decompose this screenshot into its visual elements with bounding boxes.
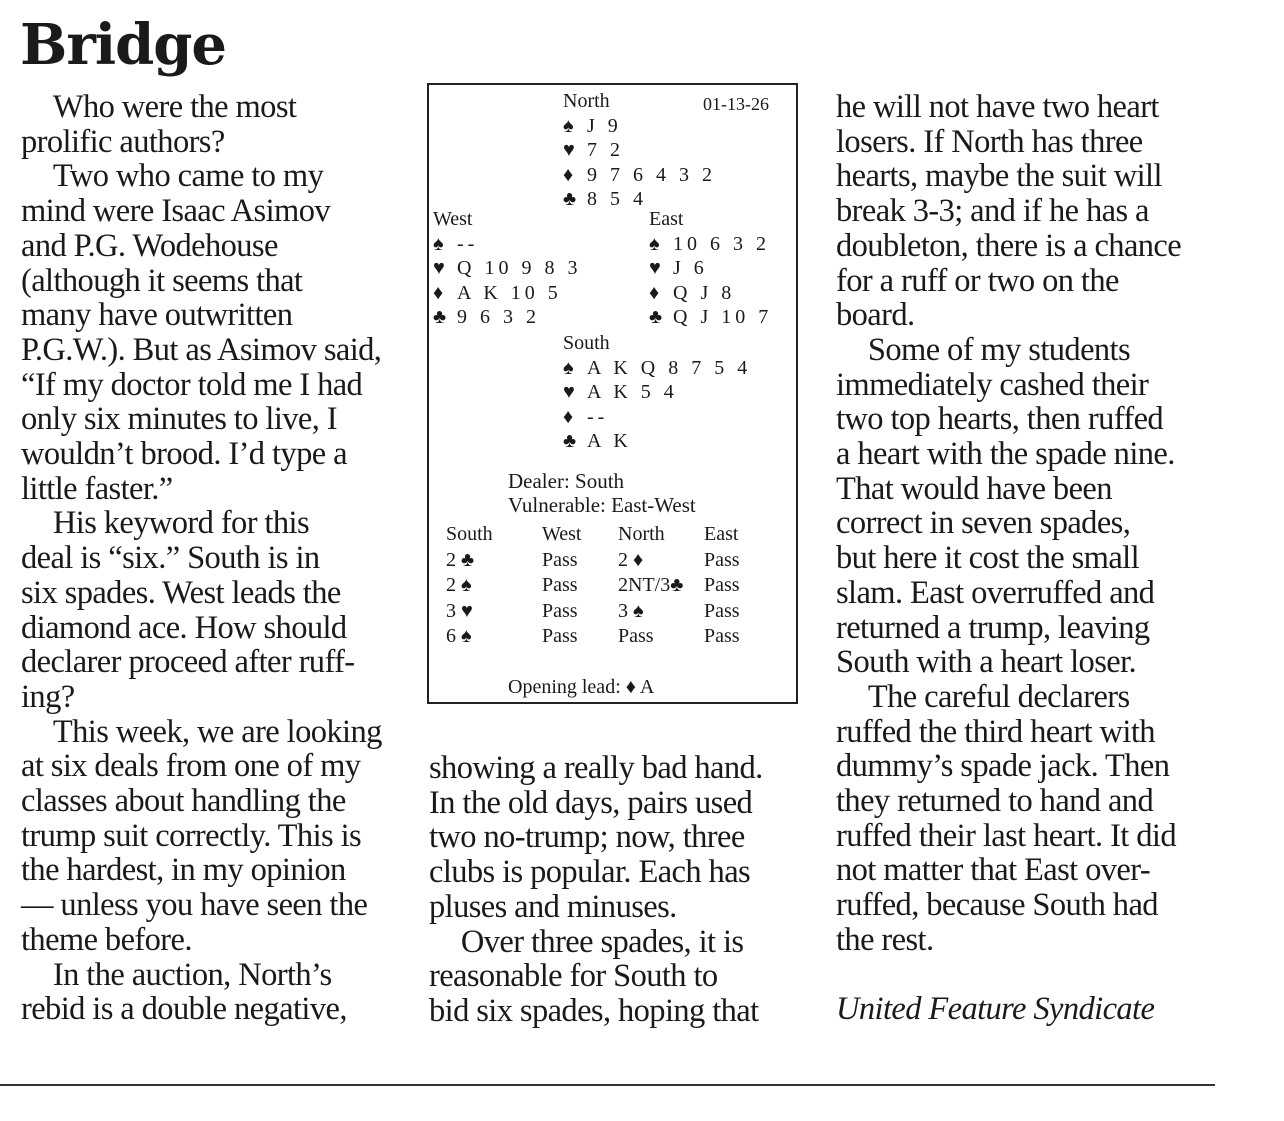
auction-header: West xyxy=(542,523,582,545)
card-list: Q J 10 7 xyxy=(673,306,773,328)
diamond-suit-icon: ♦ xyxy=(433,281,444,304)
south-diamonds-holding xyxy=(563,405,751,430)
article-line: declarer proceed after ruff- xyxy=(21,644,355,681)
south-label: South xyxy=(563,332,610,354)
east-hearts-holding xyxy=(649,256,772,281)
north-label: North xyxy=(563,90,610,112)
article-line: ruffed their last heart. It did xyxy=(836,817,1176,854)
article-line: board. xyxy=(836,297,915,334)
article-line: prolific authors? xyxy=(21,123,225,160)
west-label: West xyxy=(433,208,473,230)
vulnerable-text: Vulnerable: East-West xyxy=(508,493,696,517)
north-diamonds-holding xyxy=(563,163,716,188)
auction-row xyxy=(446,624,764,650)
article-line: dummy’s spade jack. Then xyxy=(836,748,1170,785)
article-line: showing a really bad hand. xyxy=(429,750,763,786)
bottom-divider xyxy=(0,1084,1215,1086)
syndicate-credit: United Feature Syndicate xyxy=(836,991,1155,1028)
article-line: he will not have two heart xyxy=(836,89,1159,125)
article-line: ing? xyxy=(21,678,75,715)
north-hearts-holding xyxy=(563,138,716,163)
heart-suit-icon: ♥ xyxy=(649,257,661,279)
article-line: Two who came to my xyxy=(21,158,324,195)
south-hearts-holding xyxy=(563,380,751,405)
club-suit-icon: ♣ xyxy=(563,188,577,210)
card-list: A K Q 8 7 5 4 xyxy=(587,356,752,379)
west-clubs-holding xyxy=(433,305,581,330)
heart-suit-icon: ♥ xyxy=(433,257,445,279)
north-hand xyxy=(563,89,716,212)
card-list: -- xyxy=(457,232,479,255)
card-list: 10 6 3 2 xyxy=(673,232,770,255)
article-line: the rest. xyxy=(836,921,934,958)
article-line: Who were the most xyxy=(21,89,297,125)
north-spades-holding xyxy=(563,114,716,139)
article-line: six spades. West leads the xyxy=(21,574,341,611)
article-line: slam. East overruffed and xyxy=(836,574,1155,611)
article-line: hearts, maybe the suit will xyxy=(836,158,1162,195)
east-label: East xyxy=(649,208,684,230)
bridge-deal-diagram xyxy=(427,83,798,704)
auction-bid: Pass xyxy=(704,548,740,571)
south-hand xyxy=(563,331,751,454)
deal-info xyxy=(508,469,696,517)
auction-bid: Pass xyxy=(704,625,740,647)
page-title: Bridge xyxy=(20,12,227,78)
article-line: a heart with the spade nine. xyxy=(836,436,1175,473)
article-line: only six minutes to live, I xyxy=(21,401,338,438)
auction-row xyxy=(446,548,764,574)
article-line: losers. If North has three xyxy=(836,123,1143,160)
article-line: they returned to hand and xyxy=(836,783,1154,820)
article-line: and P.G. Wodehouse xyxy=(21,227,278,264)
card-list: J 6 xyxy=(673,257,708,279)
diamond-suit-icon: ♦ xyxy=(649,281,660,304)
article-line: His keyword for this xyxy=(21,505,309,542)
article-line: trump suit correctly. This is xyxy=(21,817,362,854)
article-line: but here it cost the small xyxy=(836,540,1140,577)
card-list: J 9 xyxy=(587,114,622,137)
article-line: South with a heart loser. xyxy=(836,644,1137,681)
auction-header: South xyxy=(446,523,493,545)
article-line: In the auction, North’s xyxy=(21,956,332,993)
article-line: immediately cashed their xyxy=(836,366,1149,403)
card-list: A K 10 5 xyxy=(457,281,562,304)
east-spades-holding xyxy=(649,232,772,257)
article-line: break 3-3; and if he has a xyxy=(836,193,1149,230)
article-line: reasonable for South to xyxy=(429,958,718,995)
west-diamonds-holding xyxy=(433,281,581,306)
auction-bid: 3 ♠ xyxy=(618,599,644,622)
article-line: P.G.W.). But as Asimov said, xyxy=(21,331,382,368)
diamond-suit-icon: ♦ xyxy=(563,163,574,186)
article-line: deal is “six.” South is in xyxy=(21,540,320,577)
card-list: A K xyxy=(587,430,632,452)
card-list: A K 5 4 xyxy=(587,381,678,403)
south-clubs-holding xyxy=(563,429,751,454)
article-line: not matter that East over- xyxy=(836,852,1151,889)
club-suit-icon: ♣ xyxy=(563,430,577,452)
article-line: In the old days, pairs used xyxy=(429,784,753,821)
article-line: (although it seems that xyxy=(21,262,303,299)
auction-bid: Pass xyxy=(542,599,578,622)
heart-suit-icon: ♥ xyxy=(563,139,575,161)
article-line: doubleton, there is a chance xyxy=(836,227,1182,264)
article-line: The careful declarers xyxy=(836,678,1130,715)
article-line: correct in seven spades, xyxy=(836,505,1131,542)
spade-suit-icon: ♠ xyxy=(563,114,574,137)
auction-header-row xyxy=(446,522,764,548)
article-line: That would have been xyxy=(836,470,1112,507)
auction-bid: Pass xyxy=(618,625,654,647)
auction-bid: Pass xyxy=(704,574,740,596)
auction-bid: Pass xyxy=(542,548,578,571)
auction-bid: Pass xyxy=(542,625,578,647)
opening-lead: Opening lead: ♦ A xyxy=(508,676,655,698)
article-line: theme before. xyxy=(21,921,192,958)
article-line: ruffed the third heart with xyxy=(836,713,1155,750)
dealer-text: Dealer: South xyxy=(508,469,625,493)
card-list: 8 5 4 xyxy=(587,188,647,210)
card-list: -- xyxy=(587,405,609,428)
article-line: pluses and minuses. xyxy=(429,888,677,925)
article-line: wouldn’t brood. I’d type a xyxy=(21,436,347,473)
article-line: ruffed, because South had xyxy=(836,887,1158,924)
auction-bid: 2 ♦ xyxy=(618,548,644,571)
south-spades-holding xyxy=(563,356,751,381)
auction-bid: 3 ♥ xyxy=(446,599,473,622)
auction-bid: 2 ♣ xyxy=(446,548,475,571)
auction-row xyxy=(446,573,764,599)
article-line: little faster.” xyxy=(21,470,173,507)
spade-suit-icon: ♠ xyxy=(649,232,660,255)
article-line: This week, we are looking xyxy=(21,713,382,750)
article-line: two top hearts, then ruffed xyxy=(836,401,1164,438)
club-suit-icon: ♣ xyxy=(649,306,663,328)
article-line: two no-trump; now, three xyxy=(429,819,745,856)
article-line: bid six spades, hoping that xyxy=(429,992,759,1029)
article-line: diamond ace. How should xyxy=(21,609,347,646)
article-line: Some of my students xyxy=(836,331,1131,368)
east-hand xyxy=(649,207,772,330)
card-list: 9 7 6 4 3 2 xyxy=(587,163,716,186)
diamond-suit-icon: ♦ xyxy=(563,405,574,428)
card-list: Q 10 9 8 3 xyxy=(457,257,582,279)
auction-bid: Pass xyxy=(704,599,740,622)
article-line: many have outwritten xyxy=(21,297,293,334)
article-line: classes about handling the xyxy=(21,783,346,820)
west-hearts-holding xyxy=(433,256,581,281)
auction-row xyxy=(446,599,764,625)
article-line: “If my doctor told me I had xyxy=(21,366,363,403)
east-clubs-holding xyxy=(649,305,772,330)
article-line: Over three spades, it is xyxy=(429,923,744,960)
heart-suit-icon: ♥ xyxy=(563,381,575,403)
auction-bid: 6 ♠ xyxy=(446,625,472,647)
card-list: 7 2 xyxy=(587,139,624,161)
spade-suit-icon: ♠ xyxy=(433,232,444,255)
article-column-3 xyxy=(836,90,1181,1027)
auction-table xyxy=(446,522,764,650)
card-list: Q J 8 xyxy=(673,281,736,304)
article-column-2 xyxy=(429,751,763,1029)
west-spades-holding xyxy=(433,232,581,257)
article-line: at six deals from one of my xyxy=(21,748,361,785)
east-diamonds-holding xyxy=(649,281,772,306)
deal-date: 01-13-26 xyxy=(703,94,769,114)
article-line: mind were Isaac Asimov xyxy=(21,193,331,230)
auction-header: North xyxy=(618,523,665,545)
west-hand xyxy=(433,207,581,330)
article-line: — unless you have seen the xyxy=(21,887,368,924)
club-suit-icon: ♣ xyxy=(433,306,447,328)
article-line: for a ruff or two on the xyxy=(836,262,1119,299)
article-line: the hardest, in my opinion xyxy=(21,852,346,889)
article-line: returned a trump, leaving xyxy=(836,609,1150,646)
article-line: rebid is a double negative, xyxy=(21,991,347,1028)
auction-header: East xyxy=(704,523,739,545)
auction-bid: Pass xyxy=(542,574,578,596)
card-list: 9 6 3 2 xyxy=(457,306,540,328)
auction-bid: 2NT/3♣ xyxy=(618,574,684,596)
auction-bid: 2 ♠ xyxy=(446,574,472,596)
article-line: clubs is popular. Each has xyxy=(429,854,751,891)
spade-suit-icon: ♠ xyxy=(563,356,574,379)
article-column-1 xyxy=(21,90,382,1027)
